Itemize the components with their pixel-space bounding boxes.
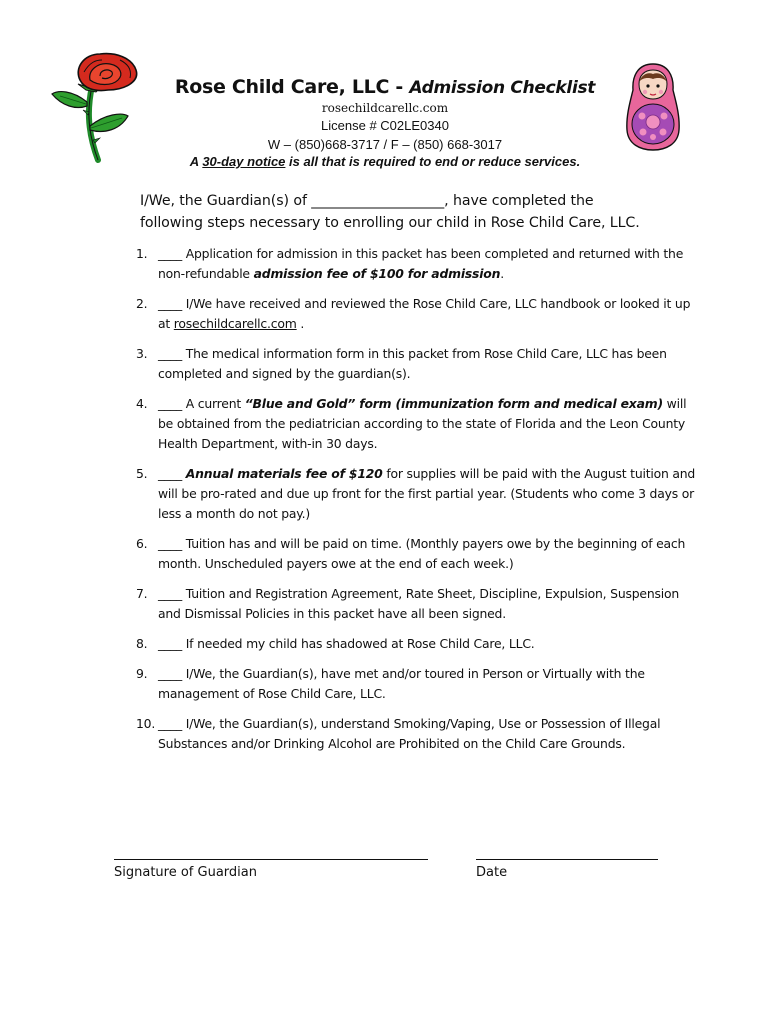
item-number: 6.	[136, 536, 148, 551]
item-number: 7.	[136, 586, 148, 601]
checklist-item-8	[136, 634, 696, 654]
item-number: 3.	[136, 346, 148, 361]
intro-line-2: following steps necessary to enrolling our child in Rose Child Care, LLC.	[140, 215, 640, 231]
rose-logo-image	[50, 50, 150, 165]
item-emphasis: “Blue and Gold” form (immunization form and medical exam)	[244, 396, 663, 411]
item-number: 10.	[136, 716, 156, 731]
item-text: ____ A current	[158, 396, 245, 411]
notice-prefix: A	[189, 154, 203, 169]
title-main: Rose Child Care, LLC -	[174, 76, 410, 98]
title-subtitle: Admission Checklist	[409, 78, 596, 98]
checklist-item-9	[136, 664, 696, 704]
item-text-end: .	[500, 266, 504, 281]
item-text: ____	[158, 466, 186, 481]
document-header	[150, 72, 620, 170]
item-number: 5.	[136, 466, 148, 481]
header-notice	[150, 154, 620, 170]
matryoshka-doll-image	[624, 62, 682, 152]
item-emphasis: admission fee of $100 for admission	[253, 266, 501, 281]
item-text-end: will be obtained from the pediatrician according to the state of Florida and the Leon County Health Department, with-in 30 days.	[158, 396, 687, 451]
guardian-signature-block	[114, 845, 428, 880]
date-label: Date	[476, 865, 508, 880]
item-text: ____ Application for admission in this packet has been completed and returned with the non-refundable	[158, 246, 684, 281]
intro-paragraph	[140, 190, 680, 234]
item-text-end: .	[296, 316, 305, 331]
guardian-signature-line[interactable]	[114, 845, 428, 860]
checklist-item-6	[136, 534, 696, 574]
date-signature-line[interactable]	[476, 845, 658, 860]
item-number: 2.	[136, 296, 148, 311]
notice-underlined: 30-day notice	[202, 154, 286, 169]
header-license: License # C02LE0340	[321, 118, 449, 133]
item-text-end: for supplies will be paid with the August tuition and will be pro-rated and due up front for the first partial year. (Students who come 3 days or less a month do not pay.)	[158, 466, 696, 521]
item-text: ____ I/We have received and reviewed the Rose Child Care, LLC handbook or looked it up at	[158, 296, 691, 331]
checklist	[136, 244, 696, 764]
document-title	[150, 72, 620, 103]
item-text: ____ Tuition has and will be paid on time. (Monthly payers owe by the beginning of each month. Unscheduled payers owe at the end of each week.)	[158, 536, 686, 571]
checklist-item-2	[136, 294, 696, 334]
item-number: 1.	[136, 246, 148, 261]
item-text: ____ I/We, the Guardian(s), have met and/or toured in Person or Virtually with the management of Rose Child Care, LLC.	[158, 666, 645, 701]
guardian-signature-label: Signature of Guardian	[114, 865, 257, 880]
checklist-item-7	[136, 584, 696, 624]
checklist-item-4	[136, 394, 696, 454]
website-link[interactable]: rosechildcarellc.com	[173, 316, 297, 331]
checklist-item-10	[136, 714, 696, 754]
item-text: ____ The medical information form in this packet from Rose Child Care, LLC has been completed and signed by the guardian(s).	[158, 346, 667, 381]
checklist-item-3	[136, 344, 696, 384]
checklist-item-5	[136, 464, 696, 524]
item-text: ____ Tuition and Registration Agreement, Rate Sheet, Discipline, Expulsion, Suspension and Dismissal Policies in this packet have all been signed.	[158, 586, 679, 621]
intro-line-1: I/We, the Guardian(s) of ___________________, have completed the	[140, 193, 594, 209]
header-website: rosechildcarellc.com	[321, 101, 449, 115]
item-text: ____ If needed my child has shadowed at Rose Child Care, LLC.	[158, 636, 535, 651]
item-number: 8.	[136, 636, 148, 651]
item-emphasis: Annual materials fee of $120	[185, 466, 383, 481]
header-phone-fax: W – (850)668-3717 / F – (850) 668-3017	[267, 137, 503, 152]
checklist-item-1	[136, 244, 696, 284]
date-signature-block	[476, 845, 658, 880]
item-number: 4.	[136, 396, 148, 411]
item-number: 9.	[136, 666, 148, 681]
notice-suffix: is all that is required to end or reduce services.	[285, 154, 581, 169]
item-text: ____ I/We, the Guardian(s), understand Smoking/Vaping, Use or Possession of Illegal Substances and/or Drinking Alcohol are Prohibited on the Child Care Grounds.	[158, 716, 661, 751]
